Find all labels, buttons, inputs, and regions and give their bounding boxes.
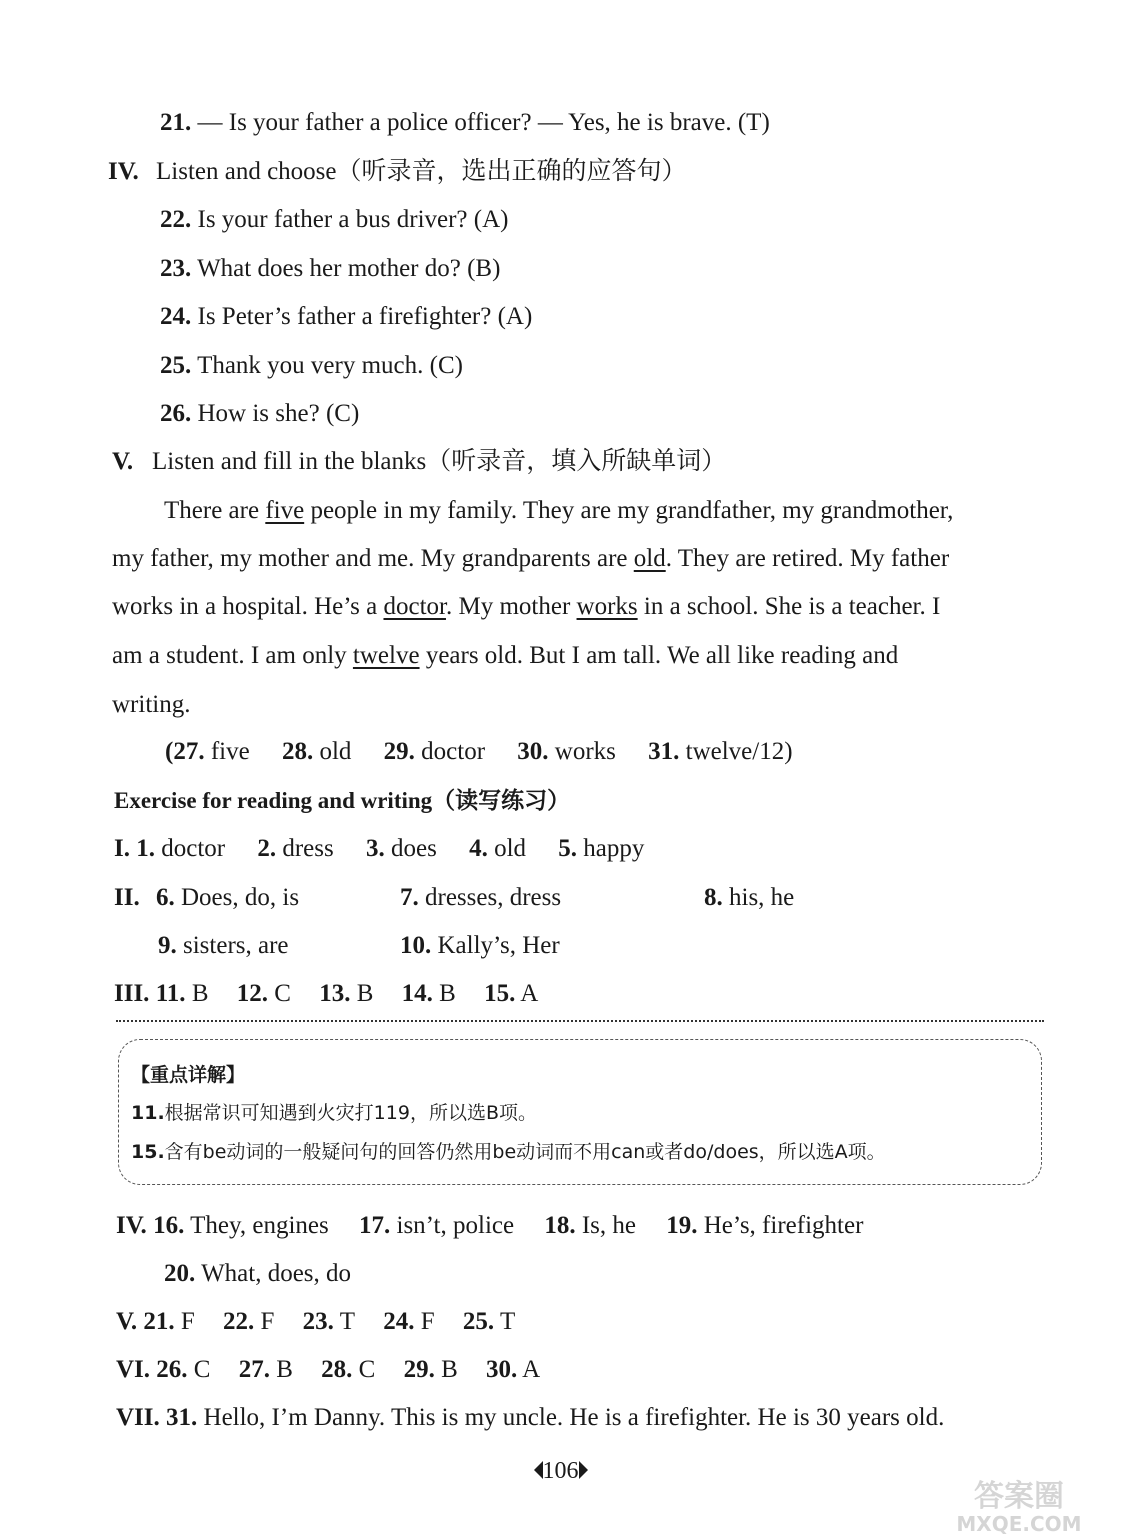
rw-vii-line: VII. 31. Hello, I’m Danny. This is my uncle. He is a firefighter. He is 30 years old.	[116, 1404, 945, 1431]
passage-line-3: works in a hospital. He’s a doctor. My mother works in a school. She is a teacher. I	[112, 593, 941, 620]
blank-old: old	[633, 545, 666, 572]
list-item: 9. sisters, are	[158, 932, 289, 959]
rw-ii-label: II.	[114, 884, 140, 911]
section-iv-title: IV. Listen and choose（听录音，选出正确的应答句）	[108, 158, 687, 185]
list-item: 8. his, he	[704, 884, 795, 911]
list-item: 7. dresses, dress	[400, 884, 562, 911]
watermark-bottom: MXQE.COM	[956, 1512, 1082, 1534]
note-item-15: 15.含有be动词的一般疑问句的回答仍然用be动词而不用can或者do/does，所以选A项。	[131, 1141, 886, 1163]
watermark-top: 答案圈	[974, 1479, 1064, 1514]
note-item-11: 11.根据常识可知遇到火灾打119，所以选B项。	[131, 1102, 537, 1124]
note-title: 【重点详解】	[131, 1064, 246, 1086]
rw-i-line: I. 1. doctor 2. dress 3. does 4. old 5. happy	[114, 835, 645, 862]
dotted-divider	[116, 1020, 1044, 1022]
list-item: 10. Kally’s, Her	[400, 932, 560, 959]
list-item: 6. Does, do, is	[156, 884, 300, 911]
passage-line-1: There are five people in my family. They are my grandfather, my grandmother,	[164, 497, 954, 524]
list-item: 20. What, does, do	[164, 1260, 352, 1287]
list-item: 22. Is your father a bus driver? (A)	[160, 206, 509, 233]
watermark-logo	[924, 1476, 1114, 1534]
rw-vi-line: VI. 26. C 27. B 28. C 29. B 30. A	[116, 1356, 541, 1383]
blank-twelve: twelve	[352, 642, 420, 669]
key-points-box	[118, 1039, 1042, 1185]
q21-line: 21. — Is your father a police officer? — Yes, he is brave. (T)	[160, 109, 770, 136]
blank-five: five	[265, 497, 305, 524]
blank-works: works	[576, 593, 638, 620]
rw-iii-line: III. 11. B 12. C 13. B 14. B 15. A	[114, 980, 539, 1007]
rw-heading: Exercise for reading and writing（读写练习）	[114, 788, 571, 813]
section-v-title: V. Listen and fill in the blanks（听录音，填入所缺单词）	[112, 448, 727, 475]
rw-v-line: V. 21. F 22. F 23. T 24. F 25. T	[116, 1308, 516, 1335]
rw-iv-line: IV. 16. They, engines 17. isn’t, police 18. Is, he 19. He’s, firefighter	[116, 1212, 864, 1239]
passage-line-2: my father, my mother and me. My grandparents are old. They are retired. My father	[112, 545, 950, 572]
blank-doctor: doctor	[383, 593, 446, 620]
passage-line-4: am a student. I am only twelve years old. But I am tall. We all like reading and	[112, 642, 899, 669]
passage-line-5: writing.	[112, 691, 191, 718]
page-number: 106	[0, 1458, 1121, 1485]
left-triangle-icon	[534, 1461, 543, 1479]
section-v-answers: (27. five 28. old 29. doctor 30. works 31. twelve/12)	[165, 738, 793, 765]
list-item: 23. What does her mother do? (B)	[160, 255, 501, 282]
list-item: 26. How is she? (C)	[160, 400, 360, 427]
list-item: 24. Is Peter’s father a firefighter? (A)	[160, 303, 533, 330]
right-triangle-icon	[579, 1461, 588, 1479]
list-item: 25. Thank you very much. (C)	[160, 352, 463, 379]
